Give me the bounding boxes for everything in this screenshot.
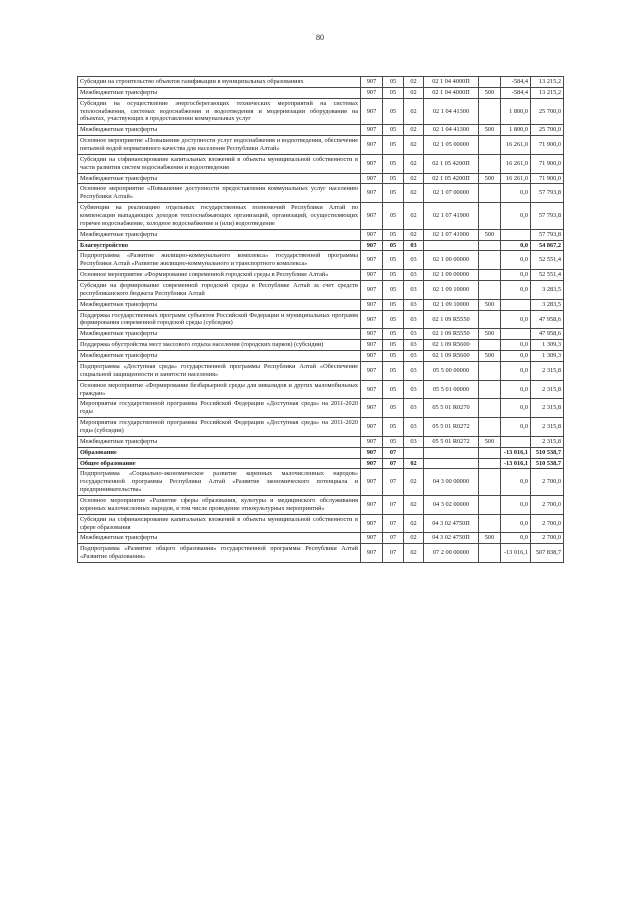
row-section-code: 05	[383, 299, 404, 310]
row-section-code: 05	[383, 125, 404, 136]
row-expense-type	[479, 240, 501, 251]
row-target-code: 02 1 00 00000	[424, 251, 479, 270]
row-section-code: 07	[383, 469, 404, 496]
row-admin-code: 907	[361, 98, 383, 125]
row-section-code: 05	[383, 329, 404, 340]
row-total-amount: 71 900,0	[531, 173, 564, 184]
row-total-amount: 510 538,7	[531, 447, 564, 458]
table-row	[78, 340, 564, 351]
row-target-code: 05 5 00 00000	[424, 361, 479, 380]
row-admin-code: 907	[361, 361, 383, 380]
row-total-amount: 2 315,8	[531, 418, 564, 437]
row-change-amount: 0,0	[501, 533, 531, 544]
row-target-code: 05 5 01 R0272	[424, 436, 479, 447]
row-section-code: 05	[383, 361, 404, 380]
row-section-code: 05	[383, 87, 404, 98]
row-change-amount: 0,0	[501, 251, 531, 270]
row-expense-type	[479, 399, 501, 418]
row-expense-type	[479, 270, 501, 281]
row-admin-code: 907	[361, 125, 383, 136]
row-admin-code: 907	[361, 251, 383, 270]
row-admin-code: 907	[361, 351, 383, 362]
row-change-amount	[501, 436, 531, 447]
row-subsection-code: 03	[404, 436, 424, 447]
row-target-code: 02 1 05 4200П	[424, 173, 479, 184]
row-expense-type	[479, 98, 501, 125]
row-admin-code: 907	[361, 418, 383, 437]
row-section-code: 05	[383, 98, 404, 125]
row-subsection-code: 03	[404, 251, 424, 270]
row-admin-code: 907	[361, 229, 383, 240]
row-section-code: 05	[383, 136, 404, 155]
row-section-code: 07	[383, 495, 404, 514]
row-admin-code: 907	[361, 173, 383, 184]
table-row	[78, 173, 564, 184]
row-target-code: 04 3 02 4750П	[424, 514, 479, 533]
row-total-amount: 1 309,3	[531, 351, 564, 362]
row-total-amount: 13 215,2	[531, 87, 564, 98]
table-body	[78, 77, 564, 563]
row-subsection-code: 03	[404, 329, 424, 340]
row-subsection-code: 03	[404, 418, 424, 437]
row-admin-code: 907	[361, 544, 383, 563]
table-row	[78, 361, 564, 380]
row-change-amount: -584,4	[501, 87, 531, 98]
row-total-amount: 57 793,8	[531, 203, 564, 230]
table-row	[78, 458, 564, 469]
row-admin-code: 907	[361, 87, 383, 98]
row-admin-code: 907	[361, 203, 383, 230]
row-total-amount: 25 700,0	[531, 98, 564, 125]
row-total-amount: 52 551,4	[531, 270, 564, 281]
row-name: Субсидии на формирование современной городской среды в Республике Алтай за счет средств республиканского бюджета Республики Алтай	[78, 281, 361, 300]
row-target-code: 04 3 02 00000	[424, 495, 479, 514]
table-row	[78, 125, 564, 136]
row-name: Межбюджетные трансферты	[78, 299, 361, 310]
row-name: Основное мероприятие «Формирование современной городской среды в Республике Алтай»	[78, 270, 361, 281]
row-name: Общее образование	[78, 458, 361, 469]
row-subsection-code: 02	[404, 154, 424, 173]
row-change-amount: 0,0	[501, 240, 531, 251]
row-change-amount: 0,0	[501, 351, 531, 362]
row-admin-code: 907	[361, 447, 383, 458]
table-row	[78, 329, 564, 340]
row-total-amount: 57 793,8	[531, 184, 564, 203]
row-target-code: 02 1 04 41300	[424, 125, 479, 136]
row-expense-type	[479, 418, 501, 437]
row-expense-type: 500	[479, 436, 501, 447]
table-row	[78, 469, 564, 496]
table-row	[78, 87, 564, 98]
row-admin-code: 907	[361, 458, 383, 469]
row-subsection-code: 02	[404, 458, 424, 469]
row-admin-code: 907	[361, 340, 383, 351]
row-change-amount: 16 261,0	[501, 154, 531, 173]
row-section-code: 05	[383, 184, 404, 203]
row-name: Основное мероприятие «Повышение доступности услуг водоснабжения и водоотведения, обеспечение питьевой водой нормативного качества для населения Республики Алтай»	[78, 136, 361, 155]
row-target-code: 04 3 02 4750П	[424, 533, 479, 544]
row-section-code: 05	[383, 154, 404, 173]
row-expense-type	[479, 251, 501, 270]
row-change-amount: 0,0	[501, 514, 531, 533]
row-target-code: 02 1 09 R5600	[424, 351, 479, 362]
row-subsection-code: 02	[404, 495, 424, 514]
table-row	[78, 203, 564, 230]
row-target-code	[424, 458, 479, 469]
row-name: Субвенции на реализацию отдельных государственных полномочий Республики Алтай по компенсации выпадающих доходов теплоснабжающих организаций, организаций, осуществляющих горячее водоснабжение, холодное водоснабжение и (или) водоотведение	[78, 203, 361, 230]
row-name: Подпрограмма «Доступная среда» государственной программы Республики Алтай «Обеспечение социальной защищенности и занятости населения»	[78, 361, 361, 380]
row-change-amount: 0,0	[501, 270, 531, 281]
row-admin-code: 907	[361, 281, 383, 300]
row-admin-code: 907	[361, 77, 383, 88]
row-subsection-code: 02	[404, 544, 424, 563]
row-subsection-code: 03	[404, 399, 424, 418]
table-row	[78, 251, 564, 270]
row-total-amount: 3 283,5	[531, 299, 564, 310]
row-section-code: 05	[383, 281, 404, 300]
row-admin-code: 907	[361, 399, 383, 418]
row-subsection-code: 02	[404, 469, 424, 496]
row-subsection-code: 02	[404, 77, 424, 88]
row-total-amount: 507 838,7	[531, 544, 564, 563]
row-admin-code: 907	[361, 299, 383, 310]
row-admin-code: 907	[361, 240, 383, 251]
budget-table	[77, 76, 564, 563]
row-name: Межбюджетные трансферты	[78, 229, 361, 240]
row-name: Основное мероприятие «Повышение доступности предоставления коммунальных услуг населению Республики Алтай»	[78, 184, 361, 203]
row-section-code: 05	[383, 173, 404, 184]
row-name: Образование	[78, 447, 361, 458]
row-name: Подпрограмма «Социально-экономическое развитие коренных малочисленных народов» государственной программы Республики Алтай «Развитие экономического потенциала и предпринимательства»	[78, 469, 361, 496]
row-admin-code: 907	[361, 136, 383, 155]
row-section-code: 07	[383, 544, 404, 563]
row-subsection-code: 03	[404, 299, 424, 310]
row-section-code: 05	[383, 310, 404, 329]
table-row	[78, 310, 564, 329]
row-expense-type: 500	[479, 351, 501, 362]
row-subsection-code: 03	[404, 310, 424, 329]
row-total-amount: 57 793,8	[531, 229, 564, 240]
table-row	[78, 418, 564, 437]
row-subsection-code: 03	[404, 380, 424, 399]
table-row	[78, 136, 564, 155]
row-name: Межбюджетные трансферты	[78, 329, 361, 340]
table-row	[78, 447, 564, 458]
row-section-code: 07	[383, 458, 404, 469]
row-expense-type: 500	[479, 533, 501, 544]
row-total-amount: 2 700,0	[531, 469, 564, 496]
row-expense-type	[479, 514, 501, 533]
row-total-amount: 2 700,0	[531, 514, 564, 533]
row-expense-type: 500	[479, 87, 501, 98]
row-total-amount: 71 900,0	[531, 136, 564, 155]
row-total-amount: 25 700,0	[531, 125, 564, 136]
row-admin-code: 907	[361, 469, 383, 496]
row-subsection-code: 02	[404, 173, 424, 184]
row-target-code	[424, 240, 479, 251]
row-admin-code: 907	[361, 184, 383, 203]
table-row	[78, 380, 564, 399]
table-row	[78, 281, 564, 300]
row-total-amount: 13 215,2	[531, 77, 564, 88]
row-total-amount: 1 309,3	[531, 340, 564, 351]
row-admin-code: 907	[361, 533, 383, 544]
row-name: Межбюджетные трансферты	[78, 436, 361, 447]
row-expense-type	[479, 340, 501, 351]
table-row	[78, 98, 564, 125]
row-subsection-code: 03	[404, 270, 424, 281]
row-section-code: 05	[383, 340, 404, 351]
row-subsection-code: 02	[404, 203, 424, 230]
table-row	[78, 229, 564, 240]
row-target-code: 02 1 09 R5600	[424, 340, 479, 351]
row-expense-type	[479, 380, 501, 399]
row-change-amount: 0,0	[501, 184, 531, 203]
row-subsection-code: 02	[404, 184, 424, 203]
row-target-code: 02 1 04 4000П	[424, 77, 479, 88]
row-change-amount: 0,0	[501, 203, 531, 230]
row-expense-type	[479, 310, 501, 329]
row-section-code: 05	[383, 203, 404, 230]
row-expense-type	[479, 184, 501, 203]
row-expense-type: 500	[479, 229, 501, 240]
row-total-amount: 3 283,5	[531, 281, 564, 300]
row-target-code: 02 1 07 41900	[424, 229, 479, 240]
row-change-amount: 16 261,0	[501, 136, 531, 155]
row-name: Межбюджетные трансферты	[78, 87, 361, 98]
table-row	[78, 544, 564, 563]
row-name: Поддержка государственных программ субъектов Российской Федерации и муниципальных программ формирования современной городской среды (субсидии)	[78, 310, 361, 329]
row-expense-type	[479, 495, 501, 514]
row-subsection-code: 03	[404, 361, 424, 380]
row-expense-type: 500	[479, 329, 501, 340]
table-row	[78, 184, 564, 203]
row-expense-type	[479, 154, 501, 173]
row-change-amount	[501, 299, 531, 310]
row-total-amount: 2 315,8	[531, 380, 564, 399]
row-change-amount: 0,0	[501, 340, 531, 351]
row-total-amount: 2 315,8	[531, 361, 564, 380]
row-total-amount: 71 900,0	[531, 154, 564, 173]
row-name: Подпрограмма «Развитие общего образования» государственной программы Республики Алтай «Развитие образования»	[78, 544, 361, 563]
row-change-amount: 1 800,0	[501, 98, 531, 125]
page-number: 80	[316, 33, 324, 42]
row-total-amount: 54 867,2	[531, 240, 564, 251]
row-section-code: 05	[383, 251, 404, 270]
row-section-code: 07	[383, 533, 404, 544]
row-total-amount: 2 700,0	[531, 533, 564, 544]
row-subsection-code: 02	[404, 98, 424, 125]
row-name: Субсидии на осуществление энергосберегающих технических мероприятий на системах теплоснабжения, системах водоснабжения и водоотведения и модернизации оборудования на объектах, участвующих в предоставлении коммунальных услуг	[78, 98, 361, 125]
table-row	[78, 240, 564, 251]
row-expense-type	[479, 544, 501, 563]
row-target-code: 02 1 09 R5550	[424, 310, 479, 329]
row-target-code: 05 5 01 R0270	[424, 399, 479, 418]
row-section-code: 05	[383, 380, 404, 399]
row-target-code: 02 1 05 4200П	[424, 154, 479, 173]
row-expense-type	[479, 469, 501, 496]
row-expense-type	[479, 458, 501, 469]
row-change-amount: 0,0	[501, 281, 531, 300]
table-row	[78, 77, 564, 88]
row-name: Межбюджетные трансферты	[78, 173, 361, 184]
row-admin-code: 907	[361, 270, 383, 281]
row-target-code: 02 1 07 41900	[424, 203, 479, 230]
row-change-amount: -584,4	[501, 77, 531, 88]
row-change-amount: 0,0	[501, 361, 531, 380]
row-target-code: 02 1 09 10000	[424, 281, 479, 300]
row-total-amount: 47 958,6	[531, 329, 564, 340]
row-target-code: 07 2 00 00000	[424, 544, 479, 563]
row-change-amount: 0,0	[501, 399, 531, 418]
table-row	[78, 270, 564, 281]
row-change-amount: 16 261,0	[501, 173, 531, 184]
row-subsection-code	[404, 447, 424, 458]
row-section-code: 05	[383, 399, 404, 418]
row-name: Субсидии на софинансирование капитальных вложений в объекты муниципальной собственности в части развития систем водоснабжения и водоотведения	[78, 154, 361, 173]
table-row	[78, 351, 564, 362]
row-change-amount	[501, 229, 531, 240]
row-name: Благоустройство	[78, 240, 361, 251]
row-change-amount: 0,0	[501, 469, 531, 496]
row-expense-type: 500	[479, 173, 501, 184]
row-name: Подпрограмма «Развитие жилищно-коммунального комплекса» государственной программы Республики Алтай «Развитие жилищно-коммунального и транспортного комплекса»	[78, 251, 361, 270]
row-target-code: 02 1 05 00000	[424, 136, 479, 155]
row-subsection-code: 02	[404, 136, 424, 155]
row-expense-type	[479, 447, 501, 458]
row-name: Основное мероприятие «Формирование безбарьерной среды для инвалидов и других маломобильных граждан»	[78, 380, 361, 399]
row-target-code: 02 1 09 00000	[424, 270, 479, 281]
row-name: Субсидии на строительство объектов газификации в муниципальных образованиях	[78, 77, 361, 88]
row-admin-code: 907	[361, 310, 383, 329]
row-total-amount: 2 315,8	[531, 399, 564, 418]
row-change-amount: 0,0	[501, 380, 531, 399]
row-name: Межбюджетные трансферты	[78, 125, 361, 136]
table-row	[78, 514, 564, 533]
row-total-amount: 2 315,8	[531, 436, 564, 447]
row-section-code: 05	[383, 240, 404, 251]
row-subsection-code: 02	[404, 514, 424, 533]
row-section-code: 05	[383, 351, 404, 362]
row-change-amount: -13 016,1	[501, 458, 531, 469]
row-admin-code: 907	[361, 154, 383, 173]
row-change-amount: 1 800,0	[501, 125, 531, 136]
row-target-code	[424, 447, 479, 458]
row-expense-type: 500	[479, 299, 501, 310]
row-change-amount: -13 016,1	[501, 544, 531, 563]
row-section-code: 07	[383, 447, 404, 458]
table-row	[78, 436, 564, 447]
row-section-code: 05	[383, 418, 404, 437]
row-subsection-code: 03	[404, 340, 424, 351]
row-expense-type	[479, 281, 501, 300]
table-row	[78, 533, 564, 544]
row-change-amount	[501, 329, 531, 340]
row-subsection-code: 03	[404, 281, 424, 300]
row-admin-code: 907	[361, 514, 383, 533]
row-subsection-code: 02	[404, 125, 424, 136]
row-section-code: 07	[383, 514, 404, 533]
row-target-code: 02 1 09 10000	[424, 299, 479, 310]
row-name: Основное мероприятие «Развитие сферы образования, культуры и медицинского обслуживания коренных малочисленных народов, в том числе проведение этнокультурных мероприятий»	[78, 495, 361, 514]
row-change-amount: 0,0	[501, 310, 531, 329]
row-section-code: 05	[383, 270, 404, 281]
row-target-code: 02 1 04 4000П	[424, 87, 479, 98]
row-name: Межбюджетные трансферты	[78, 533, 361, 544]
row-total-amount: 510 538,7	[531, 458, 564, 469]
row-admin-code: 907	[361, 329, 383, 340]
row-change-amount: -13 016,1	[501, 447, 531, 458]
row-name: Поддержка обустройства мест массового отдыха населения (городских парков) (субсидии)	[78, 340, 361, 351]
row-expense-type	[479, 136, 501, 155]
row-name: Мероприятия государственной программы Российской Федерации «Доступная среда» на 2011-2020 годы (субсидии)	[78, 418, 361, 437]
row-target-code: 02 1 04 41300	[424, 98, 479, 125]
table-row	[78, 299, 564, 310]
row-section-code: 05	[383, 229, 404, 240]
table-row	[78, 495, 564, 514]
row-change-amount: 0,0	[501, 418, 531, 437]
row-expense-type	[479, 203, 501, 230]
table-row	[78, 154, 564, 173]
row-target-code: 05 5 01 R0272	[424, 418, 479, 437]
row-expense-type	[479, 361, 501, 380]
row-target-code: 02 1 09 R5550	[424, 329, 479, 340]
row-expense-type	[479, 77, 501, 88]
row-total-amount: 2 700,0	[531, 495, 564, 514]
row-subsection-code: 02	[404, 533, 424, 544]
row-subsection-code: 03	[404, 351, 424, 362]
row-total-amount: 52 551,4	[531, 251, 564, 270]
row-name: Субсидии на софинансирование капитальных вложений в объекты муниципальной собственности в сфере образования	[78, 514, 361, 533]
row-total-amount: 47 958,6	[531, 310, 564, 329]
row-name: Мероприятия государственной программы Российской Федерации «Доступная среда» на 2011-2020 годы	[78, 399, 361, 418]
row-subsection-code: 02	[404, 229, 424, 240]
row-target-code: 04 3 00 00000	[424, 469, 479, 496]
row-section-code: 05	[383, 77, 404, 88]
row-subsection-code: 02	[404, 87, 424, 98]
table-row	[78, 399, 564, 418]
row-target-code: 02 1 07 00000	[424, 184, 479, 203]
row-admin-code: 907	[361, 495, 383, 514]
row-change-amount: 0,0	[501, 495, 531, 514]
row-admin-code: 907	[361, 436, 383, 447]
row-expense-type: 500	[479, 125, 501, 136]
row-target-code: 05 5 01 00000	[424, 380, 479, 399]
row-admin-code: 907	[361, 380, 383, 399]
row-name: Межбюджетные трансферты	[78, 351, 361, 362]
row-subsection-code: 03	[404, 240, 424, 251]
row-section-code: 05	[383, 436, 404, 447]
